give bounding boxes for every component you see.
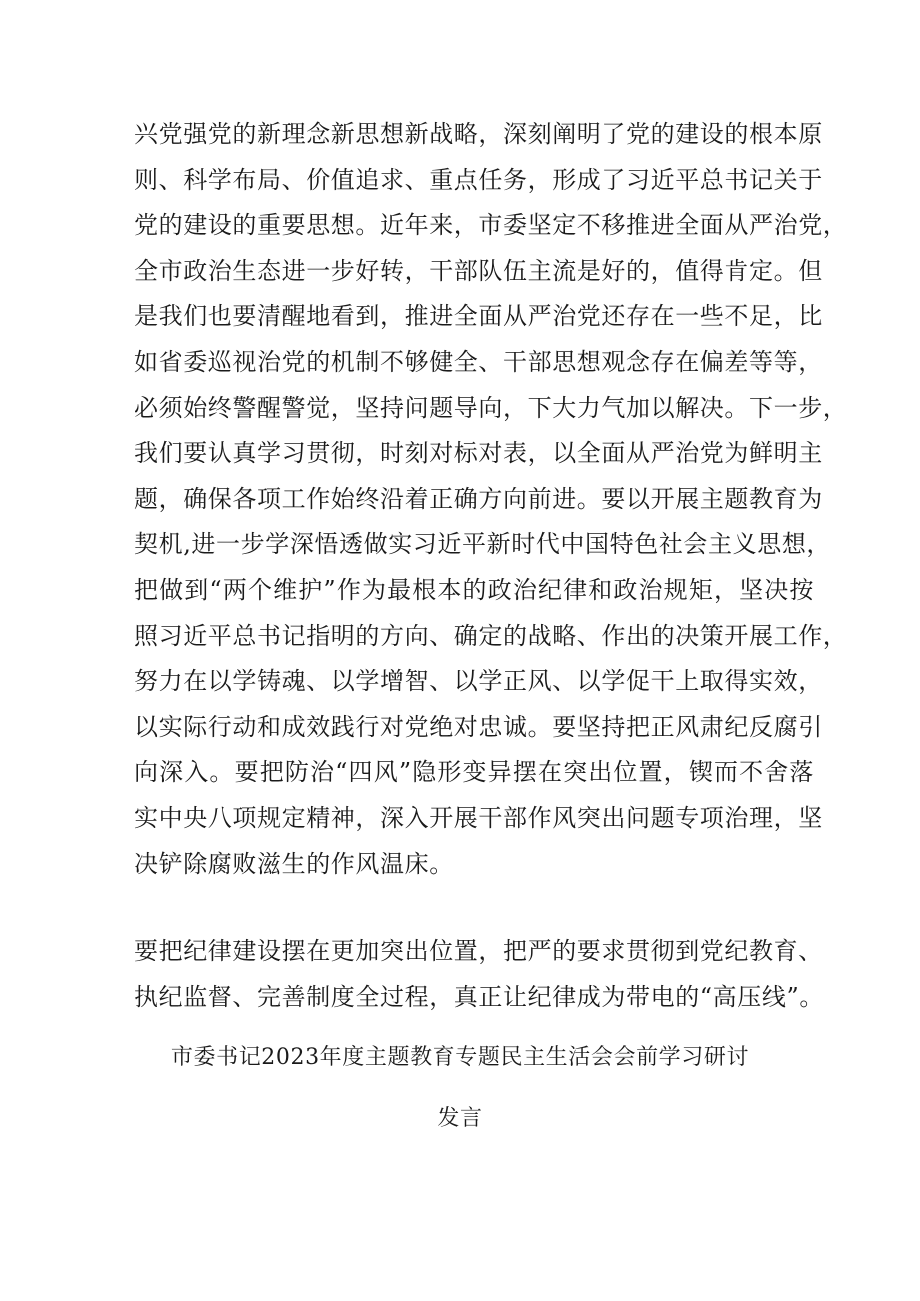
paragraph-line: 契机,进一步学深悟透做实习近平新时代中国特色社会主义思想， bbox=[134, 530, 832, 559]
paragraph-line: 是我们也要清醒地看到，推进全面从严治党还存在一些不足，比 bbox=[134, 302, 823, 331]
paragraph-line: 照习近平总书记指明的方向、确定的战略、作出的决策开展工作， bbox=[134, 621, 848, 650]
paragraph-line: 必须始终警醒警觉，坚持问题导向，下大力气加以解决。下一步， bbox=[134, 393, 848, 422]
paragraph-line: 执纪监督、完善制度全过程，真正让纪律成为带电的“高压线”。 bbox=[134, 982, 824, 1011]
next-section-title: 市委书记2023年度主题教育专题民主生活会会前学习研讨 bbox=[170, 1045, 750, 1070]
paragraph-line: 以实际行动和成效践行对党绝对忠诚。要坚持把正风肃纪反腐引 bbox=[134, 712, 823, 741]
paragraph-1 bbox=[134, 112, 848, 887]
paragraph-line: 全市政治生态进一步好转，干部队伍主流是好的，值得肯定。但 bbox=[134, 256, 823, 285]
paragraph-line: 我们要认真学习贯彻，时刻对标对表，以全面从严治党为鲜明主 bbox=[134, 439, 823, 468]
paragraph-line: 实中央八项规定精神，深入开展干部作风突出问题专项治理，坚 bbox=[134, 803, 823, 832]
paragraph-line: 如省委巡视治党的机制不够健全、干部思想观念存在偏差等等， bbox=[134, 347, 823, 376]
paragraph-line: 题，确保各项工作始终沿着正确方向前进。要以开展主题教育为 bbox=[134, 484, 823, 513]
paragraph-line: 要把纪律建设摆在更加突出位置，把严的要求贯彻到党纪教育、 bbox=[134, 937, 823, 965]
paragraph-line: 决铲除腐败滋生的作风温床。 bbox=[134, 849, 454, 878]
paragraph-line: 则、科学布局、价值追求、重点任务，形成了习近平总书记关于 bbox=[134, 165, 823, 194]
paragraph-line: 努力在以学铸魂、以学增智、以学正风、以学促干上取得实效， bbox=[134, 667, 823, 696]
paragraph-line: 把做到“两个维护”作为最根本的政治纪律和政治规矩，坚决按 bbox=[134, 575, 814, 604]
paragraph-line: 党的建设的重要思想。近年来，市委坚定不移推进全面从严治党， bbox=[134, 211, 848, 240]
next-section-title-continued: 发言 bbox=[437, 1106, 483, 1131]
paragraph-line: 向深入。要把防治“四风”隐形变异摆在突出位置，锲而不舍落 bbox=[134, 758, 814, 787]
paragraph-line: 兴党强党的新理念新思想新战略，深刻阐明了党的建设的根本原 bbox=[134, 120, 823, 148]
paragraph-2 bbox=[134, 929, 824, 1020]
